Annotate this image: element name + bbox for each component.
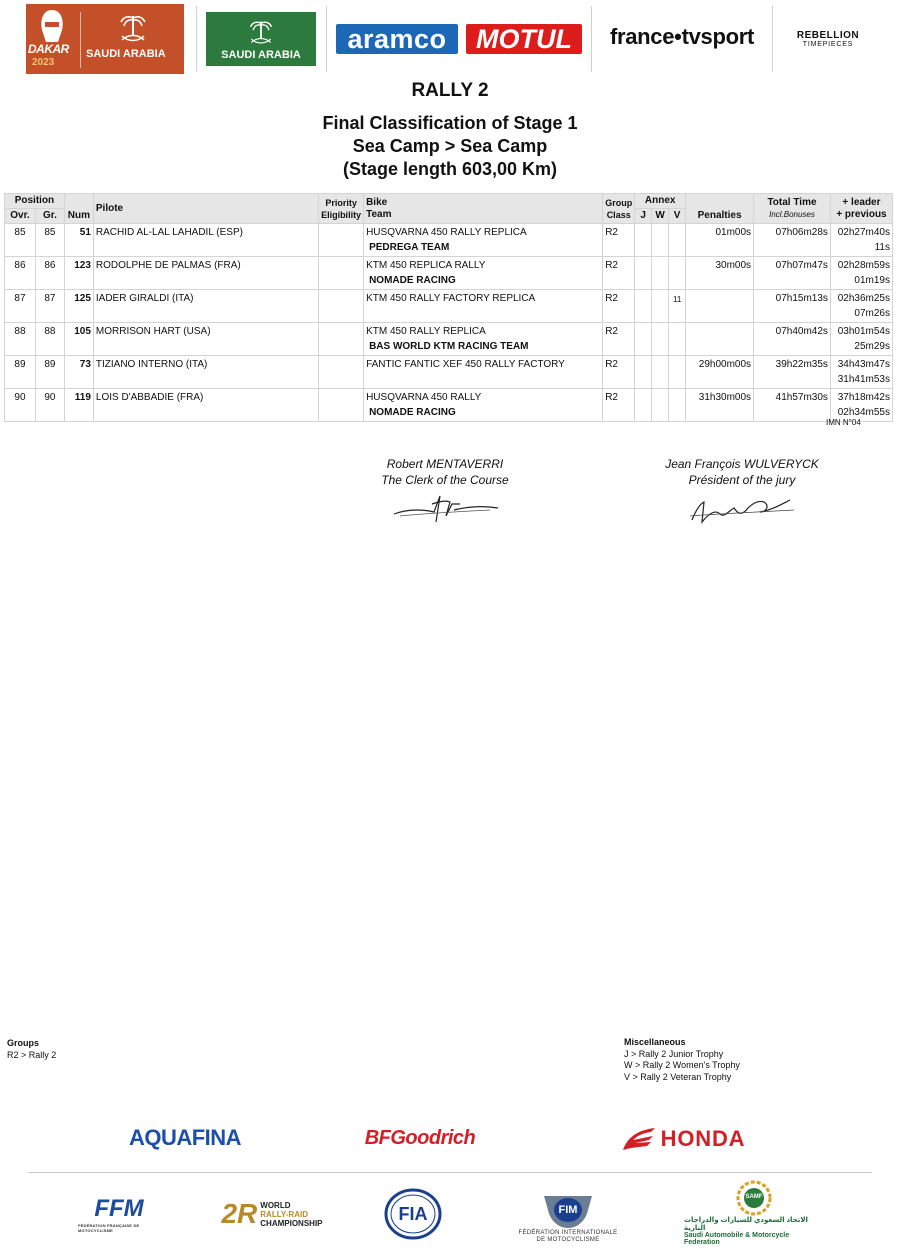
- gr-cell: 87: [35, 290, 64, 323]
- leader-gap: 02h36m25s: [837, 293, 890, 304]
- penalties-cell: 30m00s: [686, 257, 754, 290]
- fim-logo: [510, 1186, 626, 1248]
- penalties-header: Penalties: [686, 194, 754, 224]
- team-name: NOMADE RACING: [369, 275, 456, 286]
- previous-label: + previous: [836, 208, 887, 220]
- group-cell: R2: [603, 323, 635, 356]
- footer-divider: [28, 1172, 872, 1173]
- aquafina-logo: AQUAFINA: [128, 1125, 242, 1150]
- class-label: Class: [606, 209, 631, 220]
- samf-english: Saudi Automobile & Motorcycle Federation: [684, 1232, 790, 1246]
- j-header: J: [635, 209, 652, 224]
- w-header: W: [652, 209, 669, 224]
- group-cell: R2: [603, 257, 635, 290]
- total-time-cell: 07h15m13s: [754, 290, 831, 323]
- misc-item: V > Rally 2 Veteran Trophy: [624, 1071, 732, 1082]
- j-cell: [635, 389, 652, 422]
- gr-cell: 85: [35, 224, 64, 257]
- team-label: Team: [366, 208, 392, 220]
- j-cell: [635, 224, 652, 257]
- previous-gap: 02h34m55s: [837, 407, 890, 418]
- gr-cell: 86: [35, 257, 64, 290]
- position-header: Position: [5, 194, 65, 209]
- stage-title-line3: (Stage length 603,00 Km): [342, 159, 558, 179]
- bike-name: KTM 450 REPLICA RALLY: [366, 260, 486, 271]
- aramco-logo: aramco: [336, 24, 458, 54]
- imn-number: IMN N°04: [826, 418, 861, 427]
- v-header: V: [669, 209, 686, 224]
- previous-gap: 25m29s: [854, 341, 890, 352]
- group-cell: R2: [603, 290, 635, 323]
- header-separator: [591, 6, 592, 72]
- bike-name: KTM 450 RALLY REPLICA: [366, 326, 486, 337]
- ovr-cell: 88: [5, 323, 36, 356]
- france-tv-sport-logo: france•tvsport: [609, 24, 755, 49]
- group-cell: R2: [603, 356, 635, 389]
- pilote-cell: MORRISON HART (USA): [93, 323, 318, 356]
- fia-word: FIA: [398, 1203, 428, 1224]
- pilote-cell: RACHID AL-LAL LAHADIL (ESP): [93, 224, 318, 257]
- eligibility-label: Eligibility: [321, 209, 362, 220]
- penalties-cell: [686, 323, 754, 356]
- classification-table: [4, 193, 893, 422]
- pilote-cell: IADER GIRALDI (ITA): [93, 290, 318, 323]
- rebellion-word: REBELLION: [796, 30, 860, 41]
- v-cell: 11: [669, 290, 686, 323]
- priority-cell: [319, 323, 364, 356]
- rr-line2: RALLY-RAID: [260, 1209, 308, 1219]
- team-name: BAS WORLD KTM RACING TEAM: [369, 341, 529, 352]
- bike-name: HUSQVARNA 450 RALLY: [366, 392, 482, 403]
- misc-legend: [624, 1037, 740, 1083]
- ffm-logo: [78, 1194, 160, 1234]
- fim-line2: DE MOTOCYCLISME: [536, 1237, 600, 1243]
- previous-gap: 01m19s: [854, 275, 890, 286]
- jury-signature-icon: [686, 490, 798, 528]
- v-cell: [669, 389, 686, 422]
- honda-word: HONDA: [660, 1126, 746, 1151]
- total-time-label: Total Time: [767, 196, 817, 208]
- priority-header: [319, 194, 364, 224]
- rr-line1: WORLD: [260, 1200, 291, 1210]
- groups-legend: [7, 1038, 56, 1061]
- samf-arabic: الاتحاد السعودي للسيارات والدراجات النارية: [684, 1217, 808, 1232]
- leader-label: + leader: [842, 196, 881, 208]
- incl-bonuses-label: Incl.Bonuses: [769, 209, 815, 219]
- num-cell: 119: [64, 389, 93, 422]
- rally-raid-championship-logo: [220, 1190, 324, 1238]
- bike-name: KTM 450 RALLY FACTORY REPLICA: [366, 293, 536, 304]
- priority-cell: [319, 290, 364, 323]
- bike-team-cell: [364, 224, 603, 257]
- total-time-header: [754, 194, 831, 224]
- table-row: [5, 356, 893, 389]
- fim-word: FIM: [558, 1204, 578, 1216]
- gap-cell: [830, 356, 892, 389]
- rebellion-timepieces-logo: [780, 22, 876, 56]
- table-row: [5, 323, 893, 356]
- penalties-cell: 29h00m00s: [686, 356, 754, 389]
- v-cell: [669, 257, 686, 290]
- gr-cell: 88: [35, 323, 64, 356]
- misc-item: J > Rally 2 Junior Trophy: [624, 1048, 724, 1059]
- v-cell: [669, 224, 686, 257]
- motul-logo: MOTUL: [466, 24, 582, 54]
- sponsor-header: [0, 0, 900, 78]
- palm-swords-icon: [118, 12, 148, 44]
- stage-title-line1: Final Classification of Stage 1: [322, 113, 578, 133]
- priority-cell: [319, 356, 364, 389]
- jury-signature-block: [636, 456, 848, 488]
- leader-gap: 34h43m47s: [837, 359, 890, 370]
- num-cell: 105: [64, 323, 93, 356]
- group-class-header: [603, 194, 635, 224]
- previous-gap: 11s: [874, 242, 890, 253]
- bike-team-header: [364, 194, 603, 224]
- groups-title: Groups: [7, 1038, 40, 1048]
- num-cell: 51: [64, 224, 93, 257]
- header-separator: [326, 6, 327, 72]
- saudi-arabia-logo: [206, 12, 316, 66]
- misc-title: Miscellaneous: [624, 1037, 686, 1047]
- j-cell: [635, 290, 652, 323]
- clerk-name: Robert MENTAVERRI: [386, 457, 504, 471]
- w-cell: [652, 323, 669, 356]
- clerk-signature-block: [360, 456, 530, 488]
- category-title: RALLY 2: [411, 80, 489, 101]
- previous-gap: 07m26s: [854, 308, 890, 319]
- w-cell: [652, 389, 669, 422]
- total-time-cell: 07h07m47s: [754, 257, 831, 290]
- annex-header: Annex: [635, 194, 686, 209]
- j-cell: [635, 257, 652, 290]
- honda-wing-icon: [621, 1126, 657, 1152]
- jury-president-name: Jean François WULVERYCK: [665, 457, 819, 471]
- total-time-cell: 07h06m28s: [754, 224, 831, 257]
- dakar-divider: [80, 12, 81, 68]
- bike-team-cell: [364, 290, 603, 323]
- gr-cell: 89: [35, 356, 64, 389]
- gap-cell: [830, 389, 892, 422]
- team-name: NOMADE RACING: [369, 407, 456, 418]
- pilote-cell: TIZIANO INTERNO (ITA): [93, 356, 318, 389]
- leader-gap: 02h28m59s: [837, 260, 890, 271]
- num-header: Num: [64, 194, 93, 224]
- table-row: [5, 224, 893, 257]
- gap-cell: [830, 323, 892, 356]
- clerk-signature-icon: [390, 492, 502, 526]
- table-row: [5, 389, 893, 422]
- team-name: PEDREGA TEAM: [369, 242, 450, 253]
- dakar-2023-logo: [26, 4, 184, 74]
- stage-title-line2: Sea Camp > Sea Camp: [352, 136, 548, 156]
- penalties-cell: 01m00s: [686, 224, 754, 257]
- bike-team-cell: [364, 257, 603, 290]
- rr-line3: CHAMPIONSHIP: [260, 1218, 323, 1228]
- pilote-cell: RODOLPHE DE PALMAS (FRA): [93, 257, 318, 290]
- total-time-cell: 41h57m30s: [754, 389, 831, 422]
- samf-logo: [684, 1180, 824, 1246]
- saudi-palm-icon: [247, 18, 275, 46]
- dakar-year: 2023: [32, 57, 55, 68]
- saudi-logo-text: SAUDI ARABIA: [221, 49, 301, 61]
- table-body: [5, 224, 893, 422]
- ffm-subtitle: FÉDÉRATION FRANÇAISE DE MOTOCYCLISME: [78, 1223, 140, 1233]
- gap-cell: [830, 224, 892, 257]
- bike-name: FANTIC FANTIC XEF 450 RALLY FACTORY: [366, 359, 565, 370]
- v-cell: [669, 323, 686, 356]
- pilote-cell: LOIS D'ABBADIE (FRA): [93, 389, 318, 422]
- bike-team-cell: [364, 389, 603, 422]
- previous-gap: 31h41m53s: [837, 374, 890, 385]
- num-cell: 73: [64, 356, 93, 389]
- bike-team-cell: [364, 323, 603, 356]
- header-separator: [772, 6, 773, 72]
- num-cell: 123: [64, 257, 93, 290]
- gr-cell: 90: [35, 389, 64, 422]
- ovr-cell: 90: [5, 389, 36, 422]
- gap-cell: [830, 257, 892, 290]
- penalties-cell: 31h30m00s: [686, 389, 754, 422]
- timepieces-word: TIMEPIECES: [802, 41, 854, 48]
- priority-cell: [319, 224, 364, 257]
- group-cell: R2: [603, 224, 635, 257]
- w-cell: [652, 356, 669, 389]
- fim-line1: FÉDÉRATION INTERNATIONALE: [518, 1230, 618, 1236]
- table-row: [5, 290, 893, 323]
- bike-label: Bike: [366, 196, 388, 208]
- clerk-role: The Clerk of the Course: [381, 473, 509, 487]
- misc-item: W > Rally 2 Women's Trophy: [624, 1060, 740, 1070]
- fim-emblem: [540, 1190, 596, 1230]
- bike-team-cell: [364, 356, 603, 389]
- priority-cell: [319, 389, 364, 422]
- group-label: Group: [605, 197, 633, 208]
- samf-abbr: SAMF: [745, 1194, 763, 1200]
- samf-emblem: [736, 1180, 772, 1214]
- header-separator: [196, 6, 197, 72]
- gap-cell: [830, 290, 892, 323]
- fia-logo: [384, 1188, 442, 1240]
- ovr-cell: 87: [5, 290, 36, 323]
- w-cell: [652, 257, 669, 290]
- total-time-cell: 07h40m42s: [754, 323, 831, 356]
- pilote-header: Pilote: [93, 194, 318, 224]
- v-cell: [669, 356, 686, 389]
- total-time-cell: 39h22m35s: [754, 356, 831, 389]
- priority-label: Priority: [325, 197, 357, 208]
- leader-gap: 02h27m40s: [837, 227, 890, 238]
- gap-header: [830, 194, 892, 224]
- ovr-cell: 89: [5, 356, 36, 389]
- honda-logo: [598, 1120, 768, 1158]
- j-cell: [635, 356, 652, 389]
- groups-item: R2 > Rally 2: [7, 1049, 57, 1060]
- ovr-cell: 85: [5, 224, 36, 257]
- leader-gap: 37h18m42s: [837, 392, 890, 403]
- dakar-country: SAUDI ARABIA: [86, 48, 166, 60]
- gr-header: Gr.: [35, 209, 64, 224]
- table-header: [5, 194, 893, 224]
- dakar-word: DAKAR: [28, 42, 69, 56]
- tuareg-icon: [32, 8, 72, 44]
- rr-text: [260, 1201, 322, 1228]
- rr-mark: 2R: [221, 1198, 258, 1229]
- num-cell: 125: [64, 290, 93, 323]
- stage-title: [0, 112, 900, 181]
- bike-name: HUSQVARNA 450 RALLY REPLICA: [366, 227, 527, 238]
- ffm-word: FFM: [94, 1195, 144, 1222]
- w-cell: [652, 290, 669, 323]
- j-cell: [635, 323, 652, 356]
- table-row: [5, 257, 893, 290]
- leader-gap: 03h01m54s: [837, 326, 890, 337]
- bfgoodrich-logo: BFGoodrich: [364, 1126, 476, 1149]
- jury-president-role: Président of the jury: [688, 473, 796, 487]
- group-cell: R2: [603, 389, 635, 422]
- ovr-cell: 86: [5, 257, 36, 290]
- w-cell: [652, 224, 669, 257]
- ovr-header: Ovr.: [5, 209, 36, 224]
- penalties-cell: [686, 290, 754, 323]
- priority-cell: [319, 257, 364, 290]
